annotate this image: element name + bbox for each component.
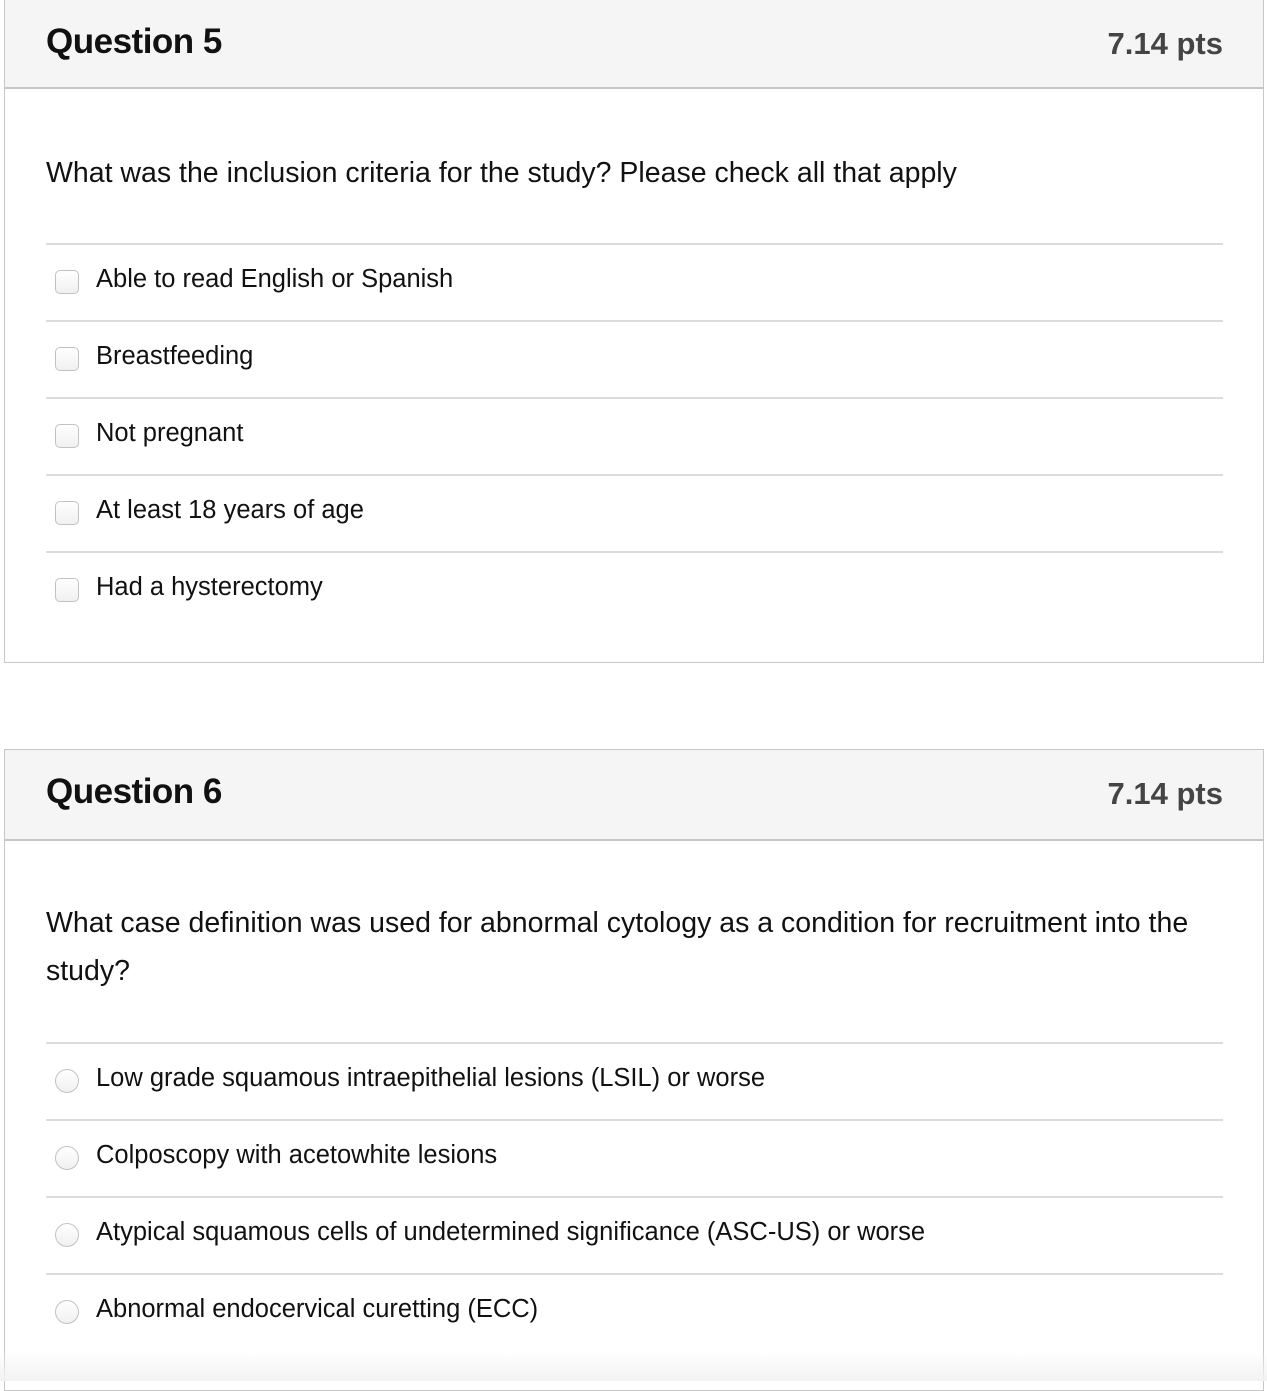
checkbox[interactable] bbox=[55, 424, 79, 448]
radio-button[interactable] bbox=[55, 1069, 79, 1093]
radio-button[interactable] bbox=[55, 1300, 79, 1324]
question-header bbox=[5, 750, 1263, 841]
answer-option[interactable] bbox=[46, 1196, 1223, 1273]
radio-button[interactable] bbox=[55, 1146, 79, 1170]
option-label[interactable]: Colposcopy with acetowhite lesions bbox=[96, 1141, 498, 1169]
option-label[interactable]: Low grade squamous intraepithelial lesions (LSIL) or worse bbox=[96, 1064, 766, 1092]
answer-option[interactable] bbox=[46, 1119, 1223, 1196]
checkbox[interactable] bbox=[55, 578, 79, 602]
question-5-card bbox=[4, 0, 1264, 663]
question-points: 7.14 pts bbox=[1107, 26, 1223, 61]
option-label[interactable]: Abnormal endocervical curetting (ECC) bbox=[96, 1295, 539, 1323]
option-label[interactable]: Not pregnant bbox=[96, 419, 244, 447]
question-6-card bbox=[4, 749, 1264, 1391]
option-label[interactable]: Able to read English or Spanish bbox=[96, 265, 454, 293]
answer-option[interactable] bbox=[46, 551, 1223, 628]
answer-option[interactable] bbox=[46, 320, 1223, 397]
answer-option[interactable] bbox=[46, 243, 1223, 320]
checkbox[interactable] bbox=[55, 347, 79, 371]
question-text: What was the inclusion criteria for the study? Please check all that apply bbox=[46, 157, 957, 189]
answer-option[interactable] bbox=[46, 1273, 1223, 1350]
answer-options bbox=[46, 1042, 1223, 1350]
checkbox[interactable] bbox=[55, 270, 79, 294]
question-header bbox=[5, 0, 1263, 89]
option-label[interactable]: At least 18 years of age bbox=[96, 496, 364, 524]
answer-option[interactable] bbox=[46, 474, 1223, 551]
answer-option[interactable] bbox=[46, 397, 1223, 474]
question-points: 7.14 pts bbox=[1107, 776, 1223, 811]
bottom-fade bbox=[0, 1351, 1267, 1381]
question-text: What case definition was used for abnormal cytology as a condition for recruitment into the study? bbox=[46, 907, 1189, 987]
checkbox[interactable] bbox=[55, 501, 79, 525]
question-title: Question 5 bbox=[46, 22, 222, 61]
radio-button[interactable] bbox=[55, 1223, 79, 1247]
answer-option[interactable] bbox=[46, 1042, 1223, 1119]
option-label[interactable]: Breastfeeding bbox=[96, 342, 254, 370]
answer-options bbox=[46, 243, 1223, 628]
option-label[interactable]: Had a hysterectomy bbox=[96, 573, 323, 601]
question-title: Question 6 bbox=[46, 772, 222, 811]
option-label[interactable]: Atypical squamous cells of undetermined significance (ASC-US) or worse bbox=[96, 1218, 926, 1246]
